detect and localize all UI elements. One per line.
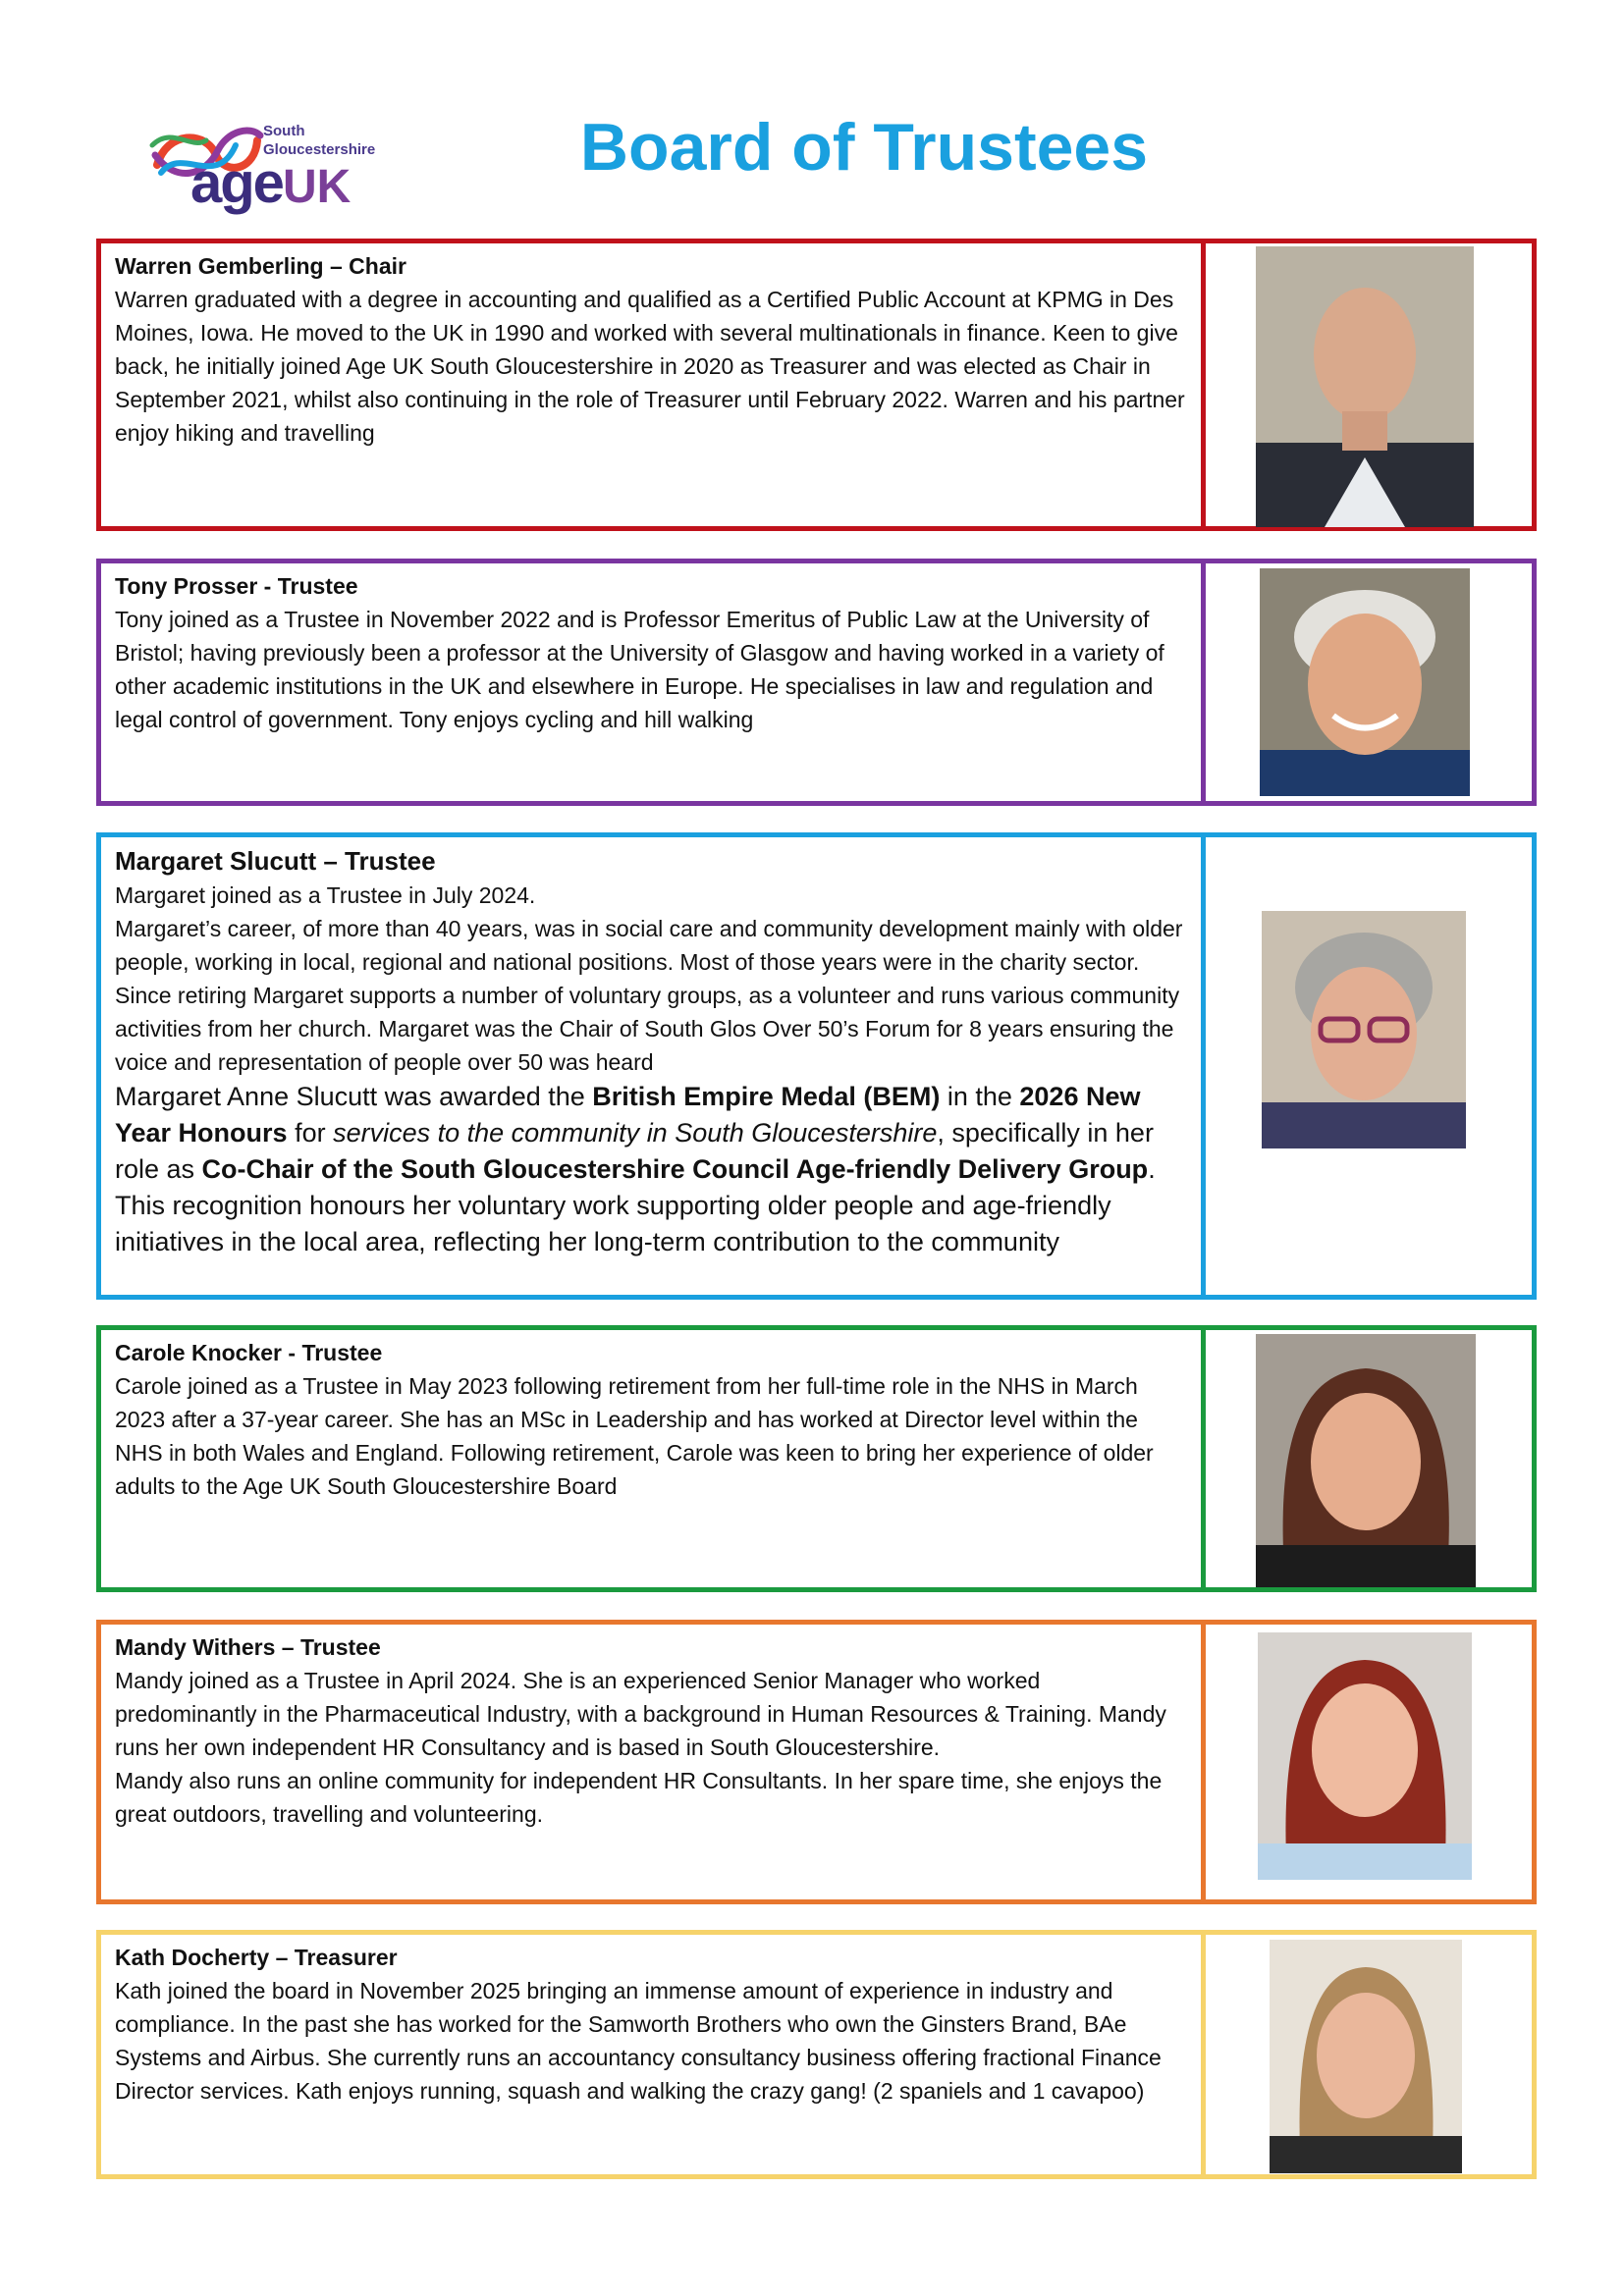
trustee-photo [1201, 563, 1532, 801]
trustee-card-kath [96, 1930, 1537, 2179]
age-uk-logo [147, 116, 403, 224]
trustee-card-tony [96, 559, 1537, 806]
portrait-photo-icon [1256, 1334, 1476, 1587]
portrait-photo-icon [1258, 1632, 1472, 1880]
trustee-bio-line: Mandy joined as a Trustee in April 2024. She is an experienced Senior Manager who worked predominantly in the Pharmaceutical Industry, with a background in Human Resources & Training. Mandy runs her own independent HR Consultancy and is based in South Gloucestershire. [115, 1668, 1166, 1760]
award-citation: services to the community in South Gloucestershire [333, 1118, 938, 1148]
trustee-card-warren [96, 239, 1537, 531]
trustee-photo [1201, 1935, 1532, 2174]
trustee-text [101, 1935, 1206, 2174]
page-title: Board of Trustees [579, 110, 1149, 185]
trustee-bio: Tony joined as a Trustee in November 2022 and is Professor Emeritus of Public Law at the University of Bristol; having previously been a professor at the University of Glasgow and having worked in a variety of other academic institutions in the UK and elsewhere in Europe. He specialises in law and regulation and legal control of government. Tony enjoys cycling and hill walking [115, 607, 1164, 732]
trustee-card-carole [96, 1325, 1537, 1592]
trustee-name: Carole Knocker - Trustee [115, 1340, 383, 1365]
portrait-photo-icon [1260, 568, 1470, 796]
trustee-bio-line: Margaret’s career, of more than 40 years, was in social care and community development mainly with older people, working in local, regional and national positions. Most of those years were in the charity sector. [115, 916, 1183, 975]
logo-region-line-2: Gloucestershire [263, 141, 376, 158]
trustee-text [101, 1330, 1206, 1587]
trustee-photo [1201, 837, 1532, 1295]
trustee-card-mandy [96, 1620, 1537, 1904]
portrait-photo-icon [1270, 1940, 1462, 2173]
trustee-photo [1201, 243, 1532, 526]
portrait-photo-icon [1262, 911, 1466, 1148]
trustee-name: Kath Docherty – Treasurer [115, 1945, 398, 1970]
portrait-photo-icon [1256, 246, 1474, 527]
award-text: . [1148, 1154, 1156, 1184]
trustee-text [101, 837, 1206, 1295]
trustee-name: Margaret Slucutt – Trustee [115, 846, 436, 876]
award-honours: 2026 New Year Honours [115, 1082, 1141, 1148]
trustee-name: Mandy Withers – Trustee [115, 1634, 381, 1660]
trustee-bio-line: Margaret joined as a Trustee in July 2024. [115, 882, 536, 908]
trustee-photo [1201, 1330, 1532, 1587]
logo-brand-suffix: UK [282, 161, 352, 213]
trustee-name: Warren Gemberling – Chair [115, 253, 406, 279]
logo-brand-main: age [190, 151, 283, 215]
award-text: , specifically in her role as [115, 1118, 1154, 1184]
trustee-text [101, 1625, 1206, 1899]
award-role: Co-Chair of the South Gloucestershire Council Age-friendly Delivery Group [201, 1154, 1149, 1184]
trustee-bio: Kath joined the board in November 2025 bringing an immense amount of experience in industry and compliance. In the past she has worked for the Samworth Brothers who own the Ginsters Brand, BAe Systems and Airbus. She currently runs an accountancy consultancy business offering fractional Finance Director services. Kath enjoys running, squash and walking the crazy gang! (2 spaniels and 1 cavapoo) [115, 1978, 1162, 2104]
award-medal: British Empire Medal (BEM) [592, 1082, 941, 1111]
logo-brand [190, 149, 351, 222]
trustee-bio: Warren graduated with a degree in accounting and qualified as a Certified Public Account at KPMG in Des Moines, Iowa. He moved to the UK in 1990 and worked with several multinationals in finance. Keen to give back, he initially joined Age UK South Gloucestershire in 2020 as Treasurer and was elected as Chair in September 2021, whilst also continuing in the role of Treasurer until February 2022. Warren and his partner enjoy hiking and travelling [115, 287, 1185, 446]
trustee-card-margaret [96, 832, 1537, 1300]
trustee-award-recognition: This recognition honours her voluntary work supporting older people and age-friendly initiatives in the local area, reflecting her long-term contribution to the community [115, 1191, 1111, 1256]
trustee-award [115, 1079, 1187, 1188]
logo-region-line-1: South [263, 123, 305, 139]
trustee-text [101, 243, 1206, 526]
trustee-name: Tony Prosser - Trustee [115, 573, 358, 599]
trustee-text [101, 563, 1206, 801]
trustee-bio-line: Mandy also runs an online community for independent HR Consultants. In her spare time, she enjoys the great outdoors, travelling and volunteering. [115, 1768, 1163, 1827]
trustee-bio-line: Since retiring Margaret supports a number of voluntary groups, as a volunteer and runs various community activities from her church. Margaret was the Chair of South Glos Over 50’s Forum for 8 years ensuring the voice and representation of people over 50 was heard [115, 983, 1180, 1075]
trustee-photo [1201, 1625, 1532, 1899]
trustee-bio: Carole joined as a Trustee in May 2023 following retirement from her full-time role in the NHS in March 2023 after a 37-year career. She has an MSc in Leadership and has worked at Director level within the NHS in both Wales and England. Following retirement, Carole was keen to bring her experience of older adults to the Age UK South Gloucestershire Board [115, 1373, 1154, 1499]
award-text: for [287, 1118, 334, 1148]
award-text: in the [940, 1082, 1020, 1111]
award-text: Margaret Anne Slucutt was awarded the [115, 1082, 593, 1111]
